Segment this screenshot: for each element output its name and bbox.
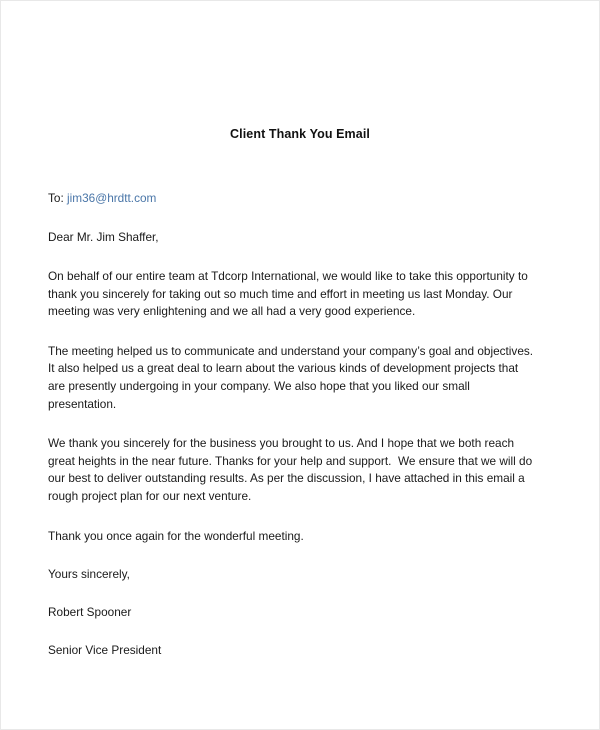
salutation: Dear Mr. Jim Shaffer,: [48, 230, 159, 244]
signature-title: Senior Vice President: [48, 642, 162, 657]
letter-body: [48, 190, 535, 659]
closing-line: Thank you once again for the wonderful meeting.: [48, 528, 304, 543]
signature-name: Robert Spooner: [48, 604, 132, 619]
body-paragraph-2: The meeting helped us to communicate and understand your company’s goal and objectives. It also helped us a great deal to learn about the various kinds of development projects that are presently undergoing in your company. We also hope that you liked our small presentation.: [48, 343, 537, 411]
signoff: Yours sincerely,: [48, 566, 130, 581]
recipient-label: To:: [48, 191, 64, 205]
page-title: Client Thank You Email: [230, 127, 370, 141]
recipient-email-link[interactable]: jim36@hrdtt.com: [67, 191, 157, 205]
body-paragraph-3: We thank you sincerely for the business you brought to us. And I hope that we both reach great heights in the near future. Thanks for your help and support. We ensure that we will do our best to deliver outstanding results. As per the discussion, I have attached in this email a rough project plan for our next venture.: [48, 436, 536, 503]
body-paragraph-1: On behalf of our entire team at Tdcorp International, we would like to take this opportunity to thank you sincerely for taking out so much time and effort in meeting us last Monday. Our meeting was very enlightening and we all had a very good experience.: [48, 269, 532, 319]
recipient-line: [48, 190, 535, 207]
